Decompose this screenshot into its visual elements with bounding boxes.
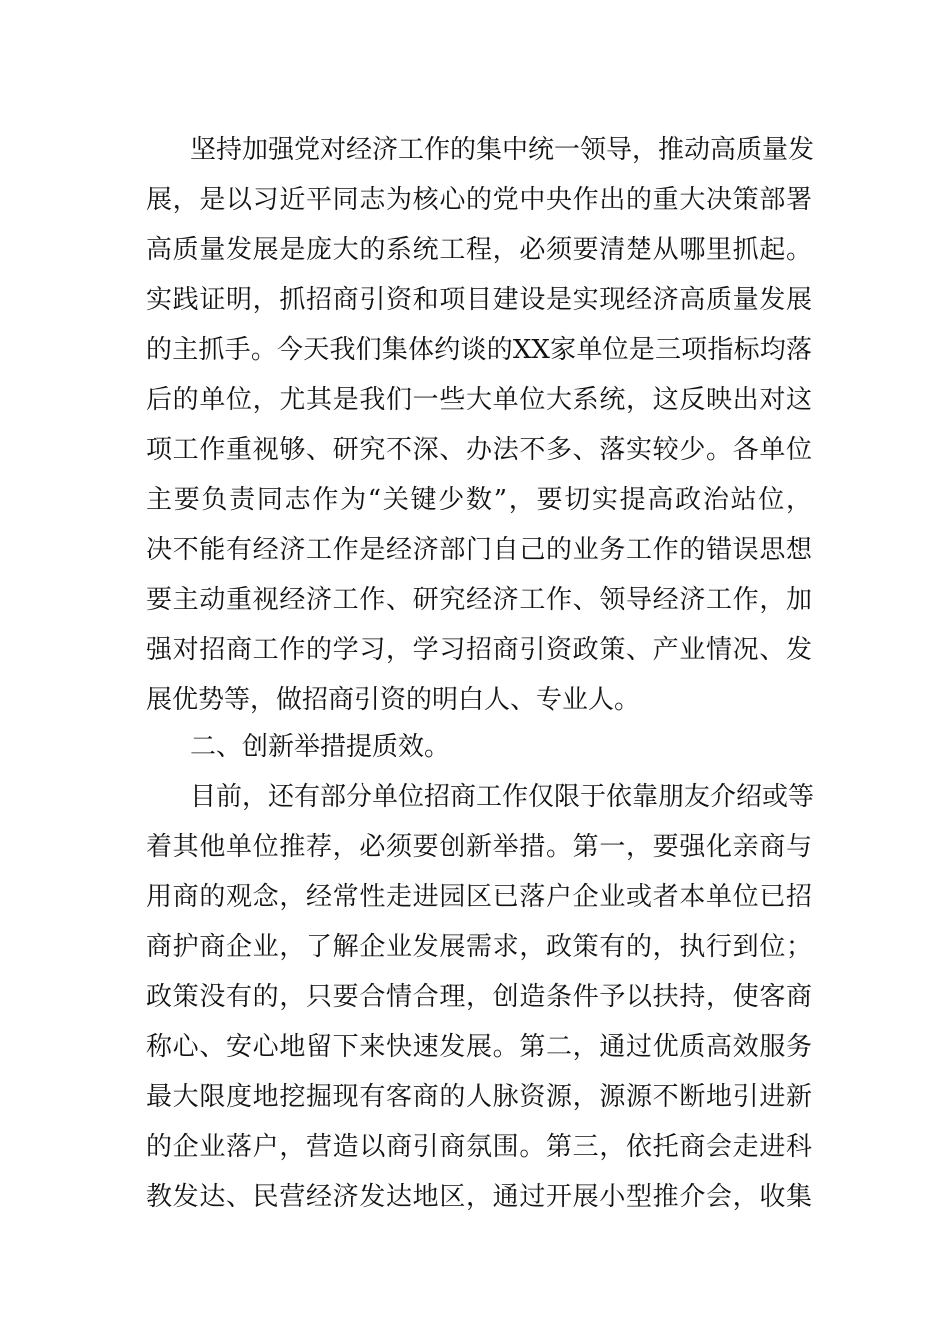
paragraph-1-line-8: 主要负责同志作为“关键少数”，要切实提高政治站位， bbox=[146, 485, 812, 515]
paragraph-2-line-9: 教发达、民营经济发达地区，通过开展小型推介会，收集 bbox=[146, 1182, 812, 1212]
paragraph-2-line-4: 商护商企业，了解企业发展需求，政策有的，执行到位； bbox=[146, 932, 812, 962]
paragraph-1-line-6: 后的单位，尤其是我们一些大单位大系统，这反映出对这 bbox=[146, 385, 812, 415]
paragraph-2-line-8: 的企业落户，营造以商引商氛围。第三，依托商会走进科 bbox=[146, 1132, 812, 1162]
paragraph-1-line-10: 要主动重视经济工作、研究经济工作、领导经济工作，加 bbox=[146, 585, 812, 615]
paragraph-2-line-6: 称心、安心地留下来快速发展。第二，通过优质高效服务 bbox=[146, 1032, 812, 1062]
paragraph-1-line-3: 高质量发展是庞大的系统工程，必须要清楚从哪里抓起。 bbox=[146, 235, 812, 265]
paragraph-1-line-2: 展，是以习近平同志为核心的党中央作出的重大决策部署 bbox=[146, 185, 812, 215]
paragraph-1-line-9: 决不能有经济工作是经济部门自己的业务工作的错误思想 bbox=[146, 535, 812, 565]
paragraph-2-line-7: 最大限度地挖掘现有客商的人脉资源，源源不断地引进新 bbox=[146, 1082, 812, 1112]
section-heading: 二、创新举措提质效。 bbox=[190, 732, 451, 762]
paragraph-1-line-5: 的主抓手。今天我们集体约谈的XX家单位是三项指标均落 bbox=[146, 335, 812, 365]
paragraph-2-line-1: 目前，还有部分单位招商工作仅限于依靠朋友介绍或等 bbox=[190, 782, 815, 812]
paragraph-1-line-11: 强对招商工作的学习，学习招商引资政策、产业情况、发 bbox=[146, 635, 812, 665]
paragraph-2-line-5: 政策没有的，只要合情合理，创造条件予以扶持，使客商 bbox=[146, 982, 812, 1012]
paragraph-1-line-4: 实践证明，抓招商引资和项目建设是实现经济高质量发展 bbox=[146, 285, 812, 315]
paragraph-2-line-2: 着其他单位推荐，必须要创新举措。第一，要强化亲商与 bbox=[146, 832, 812, 862]
paragraph-1-line-12: 展优势等，做招商引资的明白人、专业人。 bbox=[146, 685, 641, 715]
paragraph-2-line-3: 用商的观念，经常性走进园区已落户企业或者本单位已招 bbox=[146, 882, 812, 912]
paragraph-1-line-1: 坚持加强党对经济工作的集中统一领导，推动高质量发 bbox=[190, 135, 815, 165]
paragraph-1-line-7: 项工作重视够、研究不深、办法不多、落实较少。各单位 bbox=[146, 435, 812, 465]
